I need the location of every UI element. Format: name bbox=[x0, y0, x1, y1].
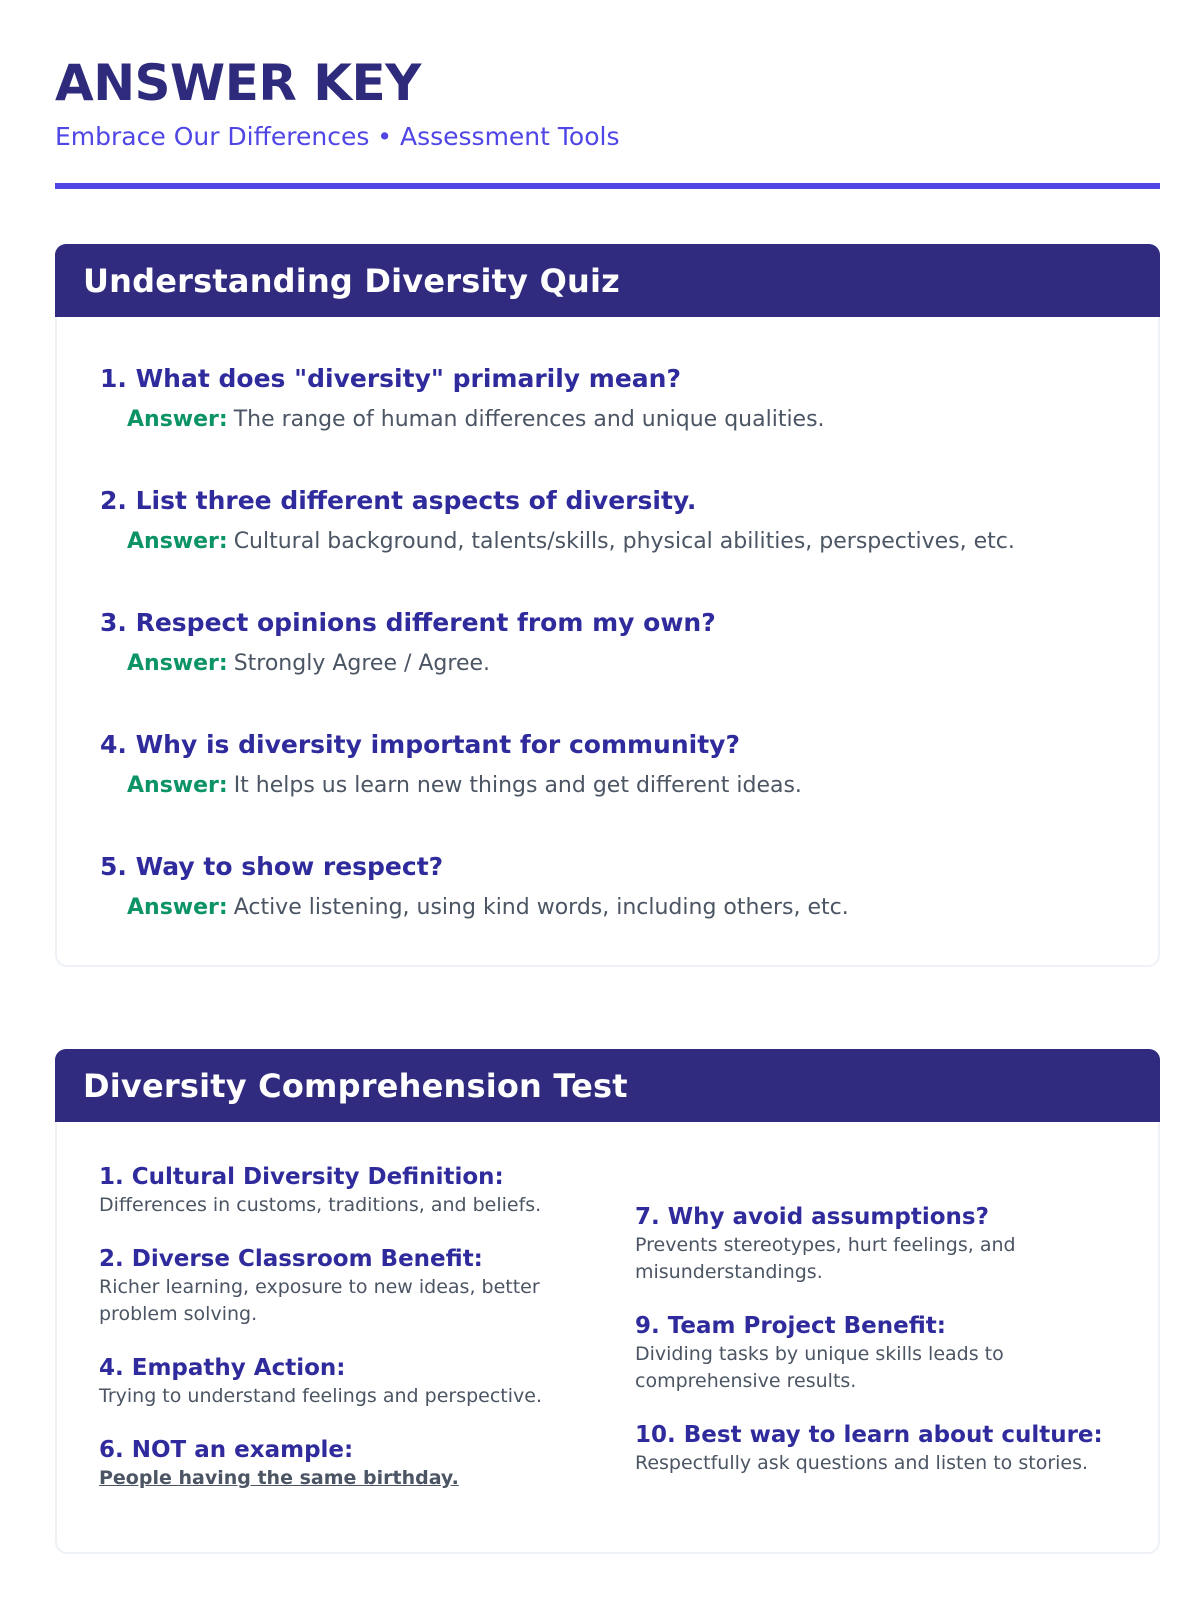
answer-key-page bbox=[55, 50, 1160, 1489]
test-item bbox=[99, 1244, 569, 1328]
quiz-question: 4. Why is diversity important for community? bbox=[100, 730, 740, 759]
test-answer: Richer learning, exposure to new ideas, better problem solving. bbox=[99, 1276, 540, 1325]
test-answer: Differences in customs, traditions, and beliefs. bbox=[99, 1194, 542, 1216]
quiz-answer bbox=[100, 771, 1158, 801]
page-subtitle: Embrace Our Differences • Assessment Tools bbox=[55, 122, 620, 151]
answer-text: It helps us learn new things and get different ideas. bbox=[233, 773, 802, 798]
answer-text: Active listening, using kind words, including others, etc. bbox=[233, 895, 849, 920]
test-item bbox=[99, 1353, 569, 1410]
answer-label: Answer: bbox=[127, 651, 228, 676]
quiz-question: 2. List three different aspects of diversity. bbox=[100, 486, 697, 515]
test-item bbox=[99, 1162, 569, 1219]
test-question: 1. Cultural Diversity Definition: bbox=[99, 1164, 504, 1190]
test-question: 6. NOT an example: bbox=[99, 1437, 354, 1463]
test-answer: Prevents stereotypes, hurt feelings, and misunderstandings. bbox=[635, 1234, 1016, 1283]
test-item bbox=[635, 1420, 1105, 1477]
quiz-answer bbox=[100, 893, 1158, 923]
quiz-question: 1. What does "diversity" primarily mean? bbox=[100, 364, 681, 393]
quiz-list bbox=[57, 317, 1158, 972]
quiz-card-title: Understanding Diversity Quiz bbox=[55, 244, 1160, 317]
quiz-item bbox=[100, 850, 1158, 972]
answer-label: Answer: bbox=[127, 773, 228, 798]
quiz-item bbox=[100, 484, 1158, 606]
test-column-left bbox=[99, 1162, 569, 1517]
test-answer: Dividing tasks by unique skills leads to comprehensive results. bbox=[635, 1343, 1004, 1392]
test-question: 4. Empathy Action: bbox=[99, 1355, 346, 1381]
quiz-item bbox=[100, 728, 1158, 850]
test-item bbox=[635, 1311, 1105, 1395]
quiz-answer bbox=[100, 649, 1158, 679]
answer-label: Answer: bbox=[127, 407, 228, 432]
answer-text: Cultural background, talents/skills, physical abilities, perspectives, etc. bbox=[233, 529, 1015, 554]
test-question: 7. Why avoid assumptions? bbox=[635, 1204, 989, 1230]
test-question: 2. Diverse Classroom Benefit: bbox=[99, 1246, 483, 1272]
page-title: ANSWER KEY bbox=[55, 54, 421, 112]
quiz-question: 3. Respect opinions different from my own? bbox=[100, 608, 716, 637]
test-item bbox=[635, 1202, 1105, 1286]
test-answer: Trying to understand feelings and perspective. bbox=[99, 1385, 542, 1407]
test-card-title: Diversity Comprehension Test bbox=[55, 1049, 1160, 1122]
test-question: 10. Best way to learn about culture: bbox=[635, 1422, 1103, 1448]
test-item bbox=[99, 1435, 569, 1492]
quiz-question: 5. Way to show respect? bbox=[100, 852, 444, 881]
quiz-item bbox=[100, 606, 1158, 728]
header-divider bbox=[55, 183, 1160, 189]
answer-label: Answer: bbox=[127, 529, 228, 554]
answer-text: Strongly Agree / Agree. bbox=[233, 651, 491, 676]
test-answer: Respectfully ask questions and listen to stories. bbox=[635, 1452, 1089, 1474]
test-column-right bbox=[635, 1202, 1105, 1502]
quiz-answer bbox=[100, 527, 1158, 557]
test-card bbox=[55, 1049, 1160, 1554]
test-answer-highlighted: People having the same birthday. bbox=[99, 1467, 459, 1489]
answer-label: Answer: bbox=[127, 895, 228, 920]
quiz-answer bbox=[100, 405, 1158, 435]
test-question: 9. Team Project Benefit: bbox=[635, 1313, 946, 1339]
answer-text: The range of human differences and unique qualities. bbox=[233, 407, 825, 432]
quiz-card bbox=[55, 244, 1160, 967]
quiz-item bbox=[100, 362, 1158, 484]
